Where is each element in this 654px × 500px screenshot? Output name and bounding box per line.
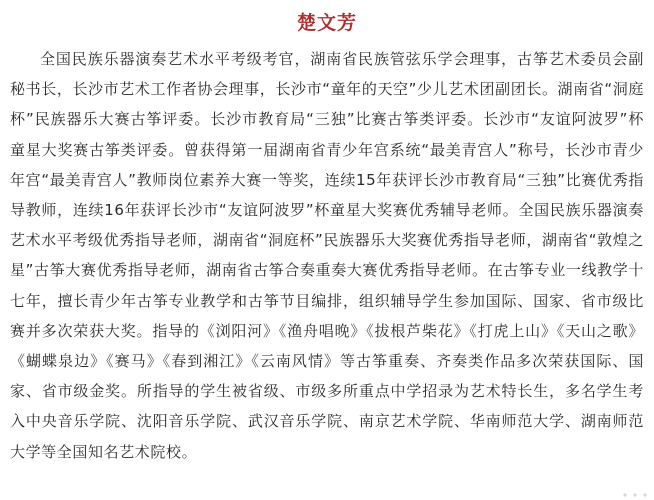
- decorative-dots-icon: [622, 492, 648, 498]
- profile-name-title: 楚文芳: [296, 12, 357, 34]
- profile-bio-paragraph: 全国民族乐器演奏艺术水平考级考官，湖南省民族管弦乐学会理事，古筝艺术委员会副秘书长，长沙市艺术工作者协会理事，长沙市“童年的天空”少儿艺术团副团长。湖南省“洞庭杯”民族器乐大赛古筝评委。长沙市教育局“三独”比赛古筝类评委。长沙市“友谊阿波罗”杯童星大奖赛古筝类评委。曾获得第一届湖南省青少年宫系统“最美青宫人”称号，长沙市青少年宫“最美青宫人”教师岗位素养大赛一等奖，连续15年获评长沙市教育局“三独”比赛优秀指导教师，连续16年获评长沙市“友谊阿波罗”杯童星大奖赛优秀辅导老师。全国民族乐器演奏艺术水平考级优秀指导老师，湖南省“洞庭杯”民族器乐大奖赛优秀指导老师，湖南省“敦煌之星”古筝大赛优秀指导老师，湖南省古筝合奏重奏大赛优秀指导老师。在古筝专业一线教学十七年，擅长青少年古筝专业教学和古筝节目编排，组织辅导学生参加国际、国家、省市级比赛并多次荣获大奖。指导的《浏阳河》《渔舟唱晚》《拔根芦柴花》《打虎上山》《天山之歌》《蝴蝶泉边》《赛马》《春到湘江》《云南风情》等古筝重奏、齐奏类作品多次荣获国际、国家、省市级金奖。所指导的学生被省级、市级多所重点中学招录为艺术特长生，多名学生考入中央音乐学院、沈阳音乐学院、武汉音乐学院、南京艺术学院、华南师范大学、湖南师范大学等全国知名艺术院校。: [10, 50, 644, 461]
